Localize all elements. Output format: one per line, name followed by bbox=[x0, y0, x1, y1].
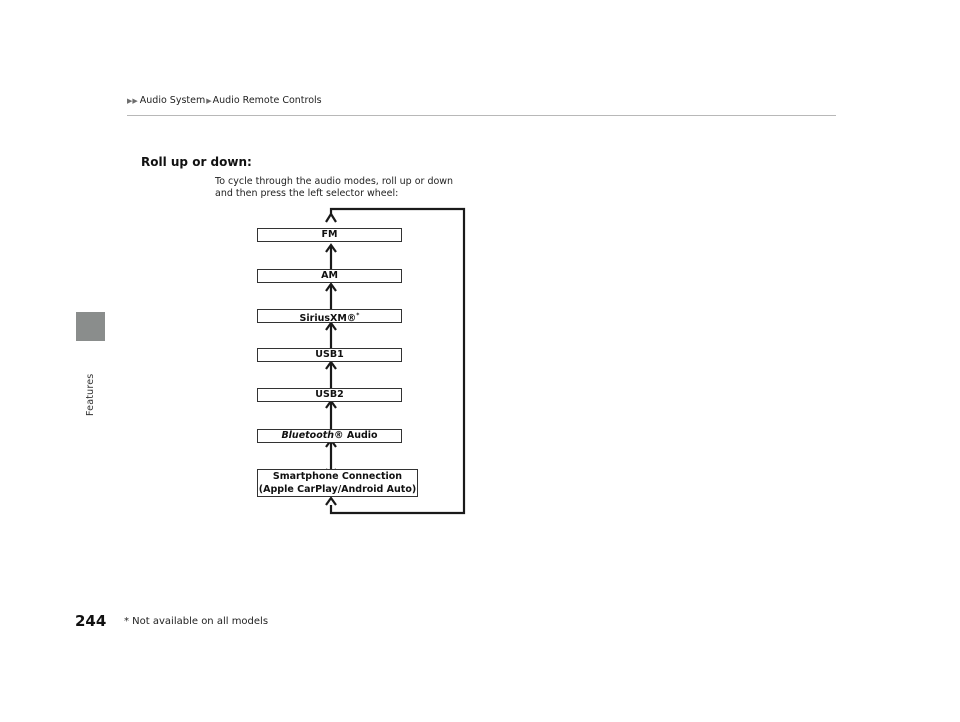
chapter-label: Features bbox=[85, 373, 96, 416]
page-number: 244 bbox=[75, 612, 107, 630]
mode-box-usb1 bbox=[257, 348, 402, 362]
footnote: * Not available on all models bbox=[124, 616, 269, 627]
loop-top-arrowhead-icon bbox=[326, 214, 336, 222]
mode-box-bluetooth bbox=[257, 429, 402, 443]
loop-bottom-arrowhead-icon bbox=[326, 498, 336, 505]
mode-label-usb2: USB2 bbox=[315, 389, 344, 400]
mode-label-bluetooth-suffix: Audio bbox=[343, 430, 378, 441]
mode-label-smartphone-line1: Smartphone Connection bbox=[272, 471, 403, 482]
mode-box-am bbox=[257, 269, 402, 283]
breadcrumb-item-audio-remote-controls[interactable]: Audio Remote Controls bbox=[212, 95, 322, 106]
footnote-marker: * bbox=[356, 312, 360, 319]
mode-label-fm: FM bbox=[321, 229, 338, 240]
breadcrumb-arrow-icon: ▶ bbox=[132, 96, 138, 105]
mode-box-smartphone-connection bbox=[257, 469, 418, 497]
intro-line: To cycle through the audio modes, roll up or down bbox=[215, 176, 454, 187]
mode-box-usb2 bbox=[257, 388, 402, 402]
breadcrumb-arrow-icon: ▶ bbox=[127, 96, 133, 105]
intro-line: and then press the left selector wheel: bbox=[215, 188, 399, 199]
mode-label-usb1: USB1 bbox=[315, 349, 344, 360]
mode-label-bluetooth-name: Bluetooth® bbox=[281, 430, 344, 441]
mode-box-siriusxm bbox=[257, 309, 402, 323]
mode-label-smartphone-line2: (Apple CarPlay/Android Auto) bbox=[258, 483, 417, 495]
breadcrumb-arrow-icon: ▶ bbox=[206, 96, 212, 105]
mode-box-fm bbox=[257, 228, 402, 242]
section-heading: Roll up or down: bbox=[141, 155, 252, 169]
breadcrumb-item-audio-system[interactable]: Audio System bbox=[139, 95, 206, 106]
mode-label-siriusxm: SiriusXM® bbox=[299, 313, 357, 325]
mode-label-am: AM bbox=[321, 270, 338, 281]
